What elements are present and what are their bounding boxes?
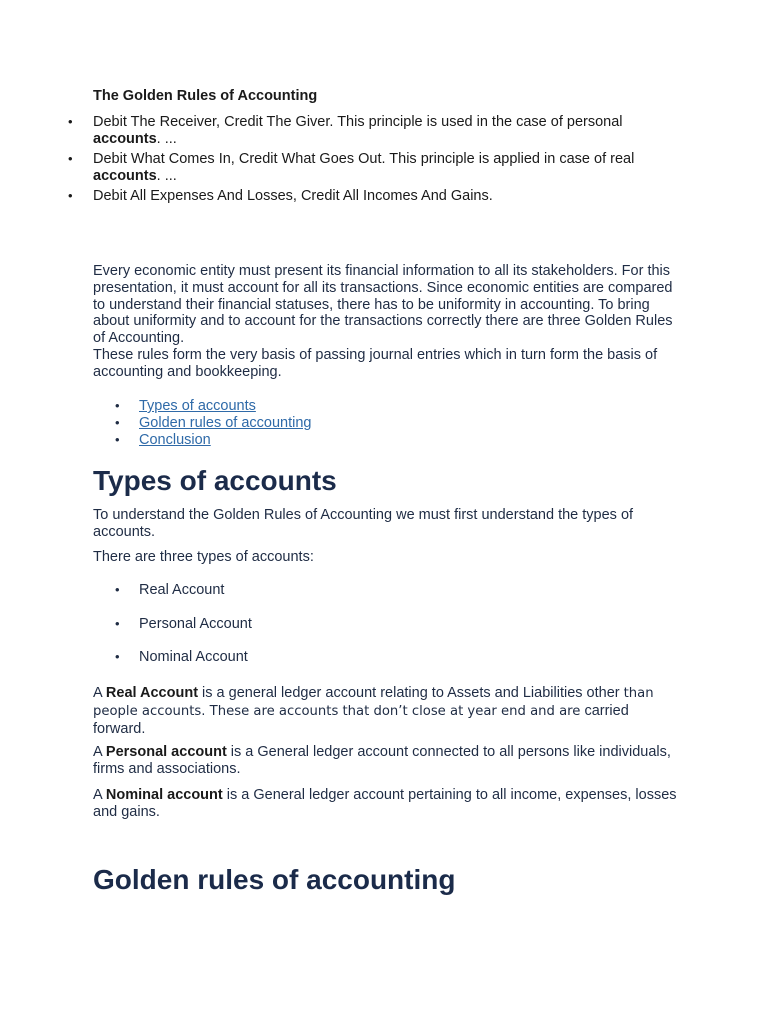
personal-account-definition: A Personal account is a General ledger account connected to all persons like individuals, firms and associations. (93, 744, 671, 777)
rule-item: • Debit The Receiver, Credit The Giver. This principle is used in the case of personal accounts. ... (68, 114, 668, 147)
table-of-contents (115, 398, 312, 448)
intro-paragraph: Every economic entity must present its financial information to all its stakeholders. For this presentation, it must account for all its transactions. Since economic entities are compared to understand their financial statuses, there has to be uniformity in accounting. To bring about uniformity and to account for the transactions correctly there are three Golden Rules of Accounting. (93, 263, 673, 347)
toc-link-conclusion[interactable]: Conclusion (139, 431, 211, 448)
account-types-list (115, 582, 252, 683)
rule-item: • Debit All Expenses And Losses, Credit All Incomes And Gains. (68, 188, 668, 205)
toc-item (115, 415, 312, 432)
document-title: The Golden Rules of Accounting (93, 88, 318, 104)
toc-link-types[interactable]: Types of accounts (139, 398, 256, 414)
toc-item (115, 398, 312, 415)
types-heading: Types of accounts (93, 465, 337, 496)
real-account-definition: A Real Account is a general ledger account relating to Assets and Liabilities other than people accounts. These are accounts that don’t close at year end and are carried forward. (93, 685, 654, 737)
account-type-item: • Real Account (115, 582, 252, 616)
toc-link-golden-rules[interactable]: Golden rules of accounting (139, 414, 312, 431)
account-type-item: • Nominal Account (115, 649, 252, 683)
intro-section (93, 263, 673, 381)
types-count: There are three types of accounts: (93, 549, 314, 565)
rules-list (68, 114, 668, 209)
toc-item (115, 432, 312, 449)
nominal-account-definition: A Nominal account is a General ledger account pertaining to all income, expenses, losses and gains. (93, 787, 677, 820)
types-intro: To understand the Golden Rules of Accounting we must first understand the types of accounts. (93, 507, 634, 540)
rule-item: • Debit What Comes In, Credit What Goes Out. This principle is applied in case of real accounts. ... (68, 151, 668, 184)
account-type-item: • Personal Account (115, 616, 252, 650)
golden-rules-heading: Golden rules of accounting (93, 864, 456, 895)
intro-paragraph: These rules form the very basis of passing journal entries which in turn form the basis of accounting and bookkeeping. (93, 346, 658, 380)
